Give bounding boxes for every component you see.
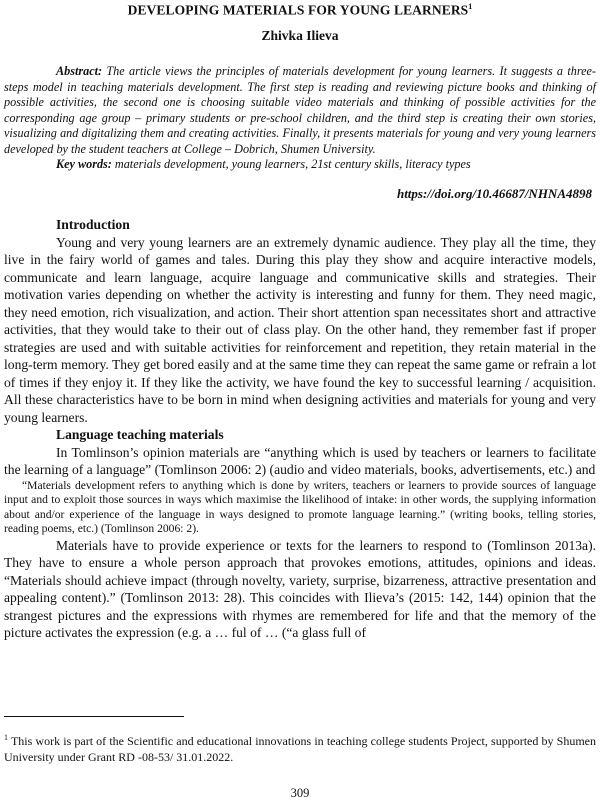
title-text: DEVELOPING MATERIALS FOR YOUNG LEARNERS — [127, 2, 469, 18]
abstract-label: Abstract: — [56, 64, 103, 78]
abstract-paragraph — [4, 64, 596, 157]
footnote-text: This work is part of the Scientific and educational innovations in teaching college students Project, supported by Shumen University under Grant RD -08-53/ 31.01.2022. — [4, 734, 596, 764]
section-heading-introduction: Introduction — [56, 217, 130, 232]
author-name: Zhivka Ilieva — [261, 28, 339, 43]
abstract-text: The article views the principles of materials development for young learners. It suggests a three-steps model in teaching materials development. The first step is reading and reviewing picture books and thinking of possible activities, the second one is choosing suitable video materials and thinking of possible activities for the corresponding age group – primary students or pre-school children, and the third step is creating their own stories, visualizing and digitalizing them and creating activities. Finally, it presents materials for young and very young learners developed by the student teachers at College – Dobrich, Shumen University. — [4, 64, 596, 156]
ltm-paragraph-2: Materials have to provide experience or texts for the learners to respond to (Tomlinson 2013a). They have to ensure a whole person approach that provokes emotions, attitudes, opinions and ideas. “Materials should achieve impact (through novelty, variety, surprise, bizarreness, attractive presentation and appealing content).” (Tomlinson 2013: 28). This coincides with Ilieva’s (2015: 142, 144) opinion that the strangest pictures and the expressions with rhymes are remembered for life and that the memory of the picture activates the expression (e.g. a … ful of … (“a glass full of — [4, 537, 596, 641]
block-quote: “Materials development refers to anything which is done by writers, teachers or learners to provide sources of language input and to exploit those sources in ways which maximise the likelihood of intake: in other words, the supplying information about and/or experience of the language in ways designed to promote language learning.” (writing books, telling stories, reading poems, etc.) (Tomlinson 2006: 2). — [4, 478, 596, 536]
title-footnote-mark[interactable]: 1 — [468, 2, 473, 11]
page-number: 309 — [290, 786, 310, 800]
keywords-label: Key words: — [56, 157, 112, 171]
abstract-block — [4, 64, 596, 173]
footnote-mark: 1 — [4, 733, 8, 742]
intro-paragraph: Young and very young learners are an extremely dynamic audience. They play all the time, they live in the fairy world of games and tales. During this play they show and acquire interactive models, communicate and learn language, acquire language and communicative skills and strategies. Their motivation varies depending on whether the activity is interesting and funny for them. They need magic, they need emotion, rich visualization, and action. Their short attention span necessitates short and attractive activities, that they would take to their out of class play. On the other hand, they remember fast if proper strategies are used and with suitable activities for reinforcement and repetition, they retain material in the long-term memory. They get bored easily and at the same time they can repeat the same game or refrain a lot of times if they enjoy it. If they like the activity, we have found the key to successful learning / acquisition. All these characteristics have to be born in mind when designing activities and materials for young and very young learners. — [4, 234, 596, 425]
keywords-line — [4, 157, 596, 173]
ltm-paragraph-1: In Tomlinson’s opinion materials are “anything which is used by teachers or learners to facilitate the learning of a language” (Tomlinson 2006: 2) (audio and video materials, books, advertisements, etc.) and — [4, 444, 596, 477]
footnote — [4, 730, 596, 765]
paper-title — [0, 2, 600, 19]
doi-link[interactable]: https://doi.org/10.46687/NHNA4898 — [396, 186, 592, 201]
main-body — [4, 216, 596, 642]
section-heading-language-teaching-materials: Language teaching materials — [56, 427, 224, 442]
keywords-text: materials development, young learners, 21st century skills, literacy types — [114, 157, 471, 171]
footnote-divider — [4, 716, 184, 717]
